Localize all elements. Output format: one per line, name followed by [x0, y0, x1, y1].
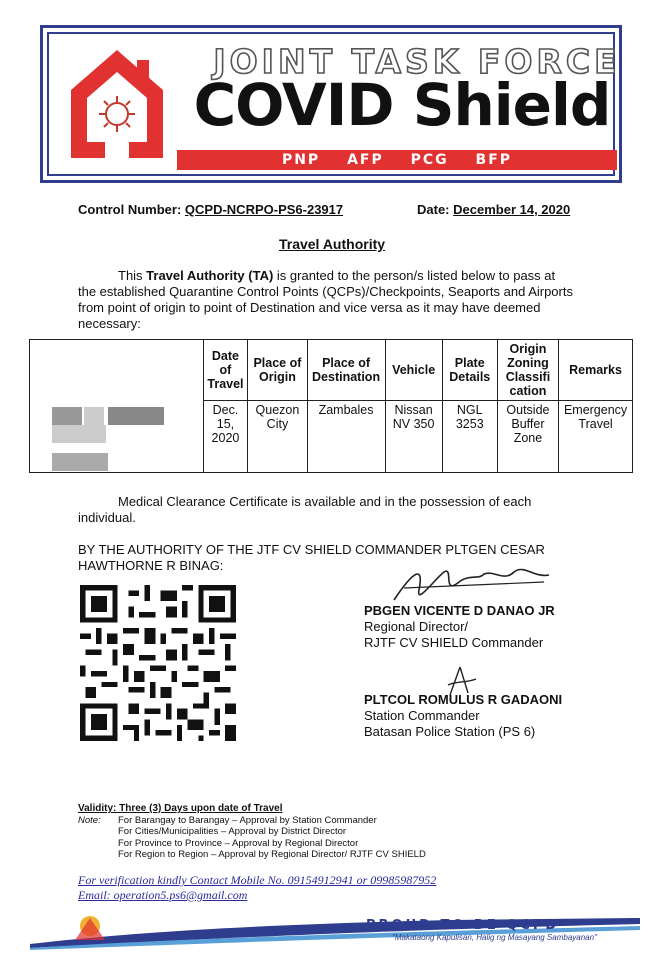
verification-block [78, 873, 436, 903]
control-number-line [78, 202, 343, 218]
header-place-of-destination: Place of Destination [307, 340, 385, 401]
intro-line-4: necessary: [78, 316, 141, 331]
intro-bold: Travel Authority (TA) [146, 268, 274, 283]
medical-line-2: individual. [78, 510, 136, 525]
intro-line-1 [118, 268, 555, 284]
signatory-1-title-1: Regional Director/ [364, 619, 469, 634]
agency-afp: AFP [347, 152, 384, 168]
footer-motto: "Makataong Kapulisan, Halig ng Masayang Sambayanan" [392, 933, 597, 942]
note-label: Note: [78, 814, 101, 826]
date-label: Date: [417, 202, 450, 217]
signatory-2-title-2: Batasan Police Station (PS 6) [364, 724, 536, 739]
validity-notes [78, 803, 426, 861]
cell-destination: Zambales [307, 401, 385, 473]
name-header [30, 340, 204, 401]
signatory-1-name: PBGEN VICENTE D DANAO JR [364, 603, 555, 618]
cell-date: Dec. 15, 2020 [203, 401, 248, 473]
covid-shield-title: COVID Shield [193, 71, 611, 139]
validity-label: Validity: Three (3) Days upon date of Travel [78, 803, 283, 814]
verification-phone: For verification kindly Contact Mobile No. 09154912941 or 09985987952 [78, 873, 437, 887]
intro-pre: This [118, 268, 147, 283]
table-row [30, 401, 633, 473]
header-date-of-travel: Date of Travel [203, 340, 248, 401]
authority-line-1: BY THE AUTHORITY OF THE JTF CV SHIELD COMMANDER PLTGEN CESAR [78, 542, 545, 557]
note-item-3: For Province to Province – Approval by Regional Director [118, 837, 359, 849]
agency-bar [177, 150, 617, 170]
table-header-row [30, 340, 633, 401]
note-item-1: For Barangay to Barangay – Approval by Station Commander [118, 814, 377, 826]
note-row-1 [78, 815, 426, 827]
note-item-2: For Cities/Municipalities – Approval by District Director [118, 826, 347, 837]
note-item-4: For Region to Region – Approval by Regional Director/ RJTF CV SHIELD [118, 849, 426, 860]
signatory-1-title-2: RJTF CV SHIELD Commander [364, 635, 544, 650]
signatory-2-title-1: Station Commander [364, 708, 480, 723]
signatory-2-name: PLTCOL ROMULUS R GADAONI [364, 692, 563, 707]
agency-bfp: BFP [475, 152, 513, 168]
header-remarks: Remarks [559, 340, 633, 401]
document-title: Travel Authority [278, 236, 386, 252]
authority-line-2: HAWTHORNE R BINAG: [78, 558, 224, 573]
travel-table [29, 339, 633, 473]
name-cell-redacted [30, 401, 204, 473]
header-place-of-origin: Place of Origin [248, 340, 307, 401]
header-banner [40, 25, 622, 183]
date-line [417, 202, 570, 218]
intro-rest: is granted to the person/s listed below to pass at [273, 268, 556, 283]
cell-zoning: Outside Buffer Zone [497, 401, 558, 473]
banner-border [47, 32, 621, 176]
agency-pnp: PNP [281, 152, 321, 168]
cell-remarks: Emergency Travel [559, 401, 633, 473]
control-number-value: QCPD-NCRPO-PS6-23917 [184, 202, 344, 217]
control-number-label: Control Number: [78, 202, 182, 217]
header-plate-details: Plate Details [442, 340, 497, 401]
verification-email: Email: operation5.ps6@gmail.com [78, 888, 248, 902]
footer-slogan: PROUD TO BE QCPD [366, 918, 560, 933]
date-value: December 14, 2020 [453, 202, 571, 217]
header-vehicle: Vehicle [385, 340, 442, 401]
cell-vehicle: Nissan NV 350 [385, 401, 442, 473]
intro-line-2: the established Quarantine Control Points (QCPs)/Checkpoints, Seaports and Airports [78, 284, 573, 299]
jtf-title: JOINT TASK FORCE [213, 42, 621, 81]
header-origin-zoning: Origin Zoning Classifi cation [497, 340, 558, 401]
medical-line-1: Medical Clearance Certificate is available and in the possession of each [118, 494, 532, 509]
intro-line-3: from point of origin to point of Destination and vice versa as it may have deemed [78, 300, 541, 315]
qr-code-icon [80, 585, 236, 741]
agency-pcg: PCG [410, 152, 449, 168]
cell-plate: NGL 3253 [442, 401, 497, 473]
cell-origin: Quezon City [248, 401, 307, 473]
house-virus-logo-icon [67, 46, 167, 164]
